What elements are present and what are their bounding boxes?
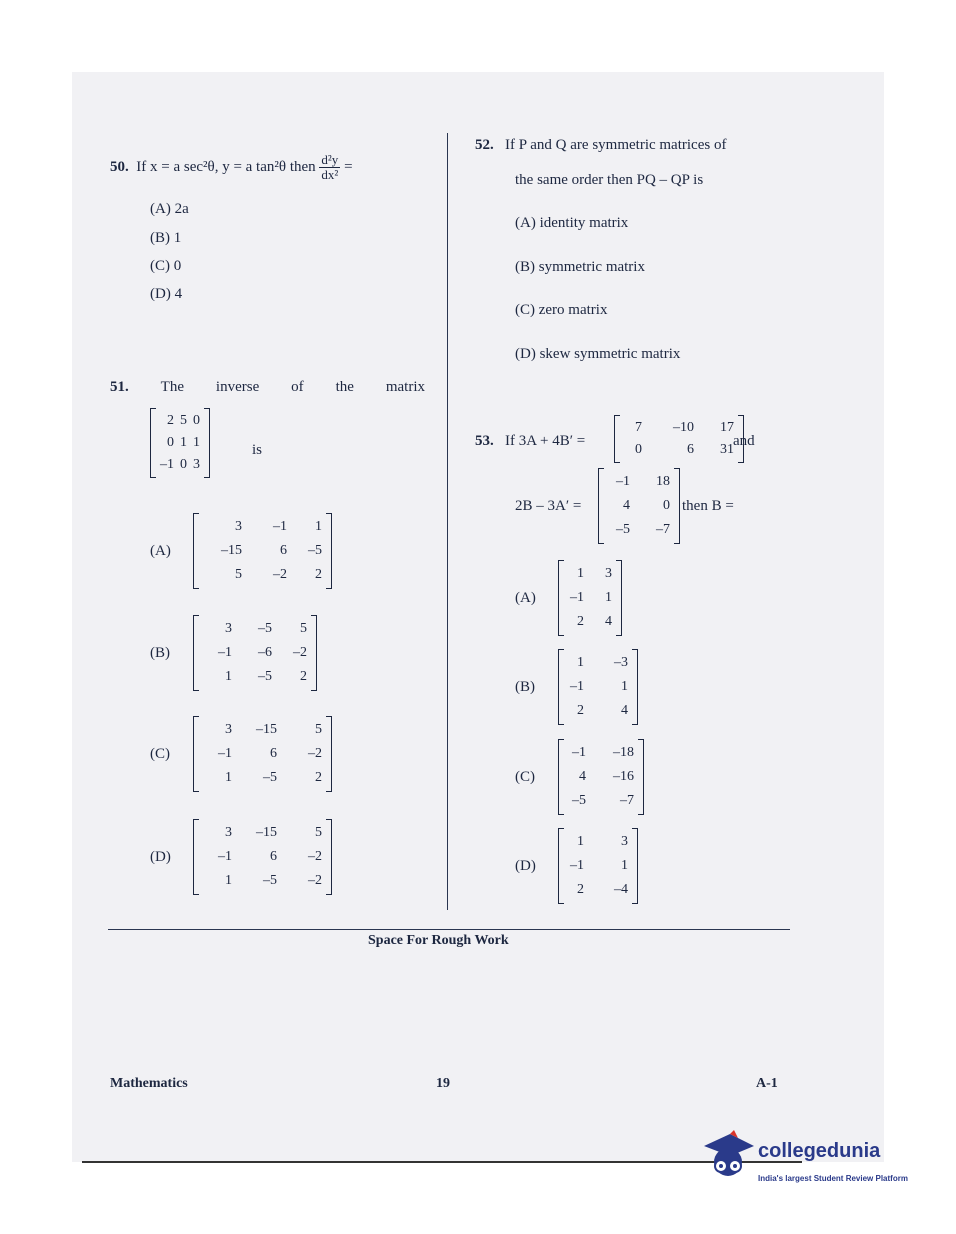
matrix-cell: –1 [218, 746, 232, 761]
matrix-cell: 1 [577, 834, 584, 849]
matrix-cell: –2 [293, 645, 307, 660]
logo-tagline: India's largest Student Review Platform [758, 1174, 908, 1183]
question-number: 52. [475, 137, 494, 153]
matrix-cell: 4 [605, 614, 612, 629]
matrix-cell: 5 [315, 825, 322, 840]
matrix-cell: –5 [263, 873, 277, 888]
matrix-cell: 6 [270, 849, 277, 864]
page-bottom-line [82, 1161, 802, 1163]
stem-word: matrix [385, 379, 425, 395]
matrix-cell: 18 [656, 474, 670, 489]
matrix-cell: –5 [263, 770, 277, 785]
matrix-cell: 3 [621, 834, 628, 849]
matrix-cell: –15 [221, 543, 242, 558]
question-51-stem [110, 378, 425, 396]
matrix-cell: –5 [308, 543, 322, 558]
derivative-fraction [319, 153, 340, 182]
matrix-cell: –1 [570, 858, 584, 873]
matrix-cell: –10 [673, 420, 694, 435]
matrix-cell: 5 [180, 413, 187, 428]
question-52-stem-line2: the same order then PQ – QP is [515, 172, 704, 188]
option-a: (A) 2a [150, 201, 189, 217]
fraction-numerator: d²y [321, 152, 339, 167]
matrix-cell: 2 [315, 567, 322, 582]
matrix-cell: –15 [256, 722, 277, 737]
matrix-cell: –5 [616, 522, 630, 537]
matrix-cell: –18 [613, 745, 634, 760]
option-c: (C) 0 [150, 258, 182, 274]
matrix-cell: 0 [167, 435, 174, 450]
option-label-d: (D) [515, 858, 536, 874]
option-d: (D) 4 [150, 286, 183, 302]
option-label-b: (B) [515, 679, 535, 695]
matrix-cell: 17 [720, 420, 734, 435]
matrix-cell: –4 [614, 882, 628, 897]
matrix-cell: 6 [280, 543, 287, 558]
stem-word: inverse [215, 379, 260, 395]
footer-page-number: 19 [436, 1076, 450, 1091]
matrix-cell: 4 [579, 769, 586, 784]
matrix-cell: –6 [258, 645, 272, 660]
question-text: If P and Q are symmetric matrices of [505, 137, 727, 153]
stem-word: The [160, 379, 184, 395]
stem-word: the [335, 379, 354, 395]
option-label-d: (D) [150, 849, 171, 865]
matrix-cell: 6 [687, 442, 694, 457]
mascot-icon [700, 1128, 756, 1188]
question-matrix [150, 408, 210, 478]
question-number: 53. [475, 433, 494, 449]
question-number: 51. [110, 379, 129, 395]
matrix-cell: 3 [225, 825, 232, 840]
matrix-cell: 1 [193, 435, 200, 450]
equation-2-lhs: 2B – 3A′ = [515, 498, 582, 514]
matrix-cell: 5 [300, 621, 307, 636]
matrix-cell: –1 [218, 645, 232, 660]
matrix-cell: –5 [572, 793, 586, 808]
option-b-matrix [193, 615, 317, 691]
matrix-cell: 3 [225, 722, 232, 737]
equation-1-lhs: If 3A + 4B′ = [505, 433, 586, 449]
matrix-cell: –1 [273, 519, 287, 534]
question-50-stem [110, 153, 353, 182]
matrix-cell: –5 [258, 669, 272, 684]
matrix-cell: 0 [635, 442, 642, 457]
option-c: (C) zero matrix [515, 302, 608, 318]
matrix-cell: –1 [218, 849, 232, 864]
matrix-cell: 3 [605, 566, 612, 581]
matrix-cell: –7 [656, 522, 670, 537]
matrix-cell: –1 [616, 474, 630, 489]
equation-1-matrix [614, 415, 744, 463]
matrix-cell: 1 [621, 858, 628, 873]
matrix-cell: 5 [315, 722, 322, 737]
option-c-matrix [193, 716, 332, 792]
matrix-cell: 1 [225, 770, 232, 785]
question-number: 50. [110, 158, 129, 175]
matrix-cell: –15 [256, 825, 277, 840]
matrix-cell: –1 [160, 457, 174, 472]
matrix-cell: –2 [308, 849, 322, 864]
rough-work-rule [108, 929, 790, 930]
matrix-cell: 2 [167, 413, 174, 428]
matrix-cell: 6 [270, 746, 277, 761]
option-b: (B) 1 [150, 230, 182, 246]
matrix-cell: –5 [258, 621, 272, 636]
question-52-stem [475, 136, 726, 154]
question-53-stem [475, 432, 585, 450]
rough-work-label: Space For Rough Work [368, 933, 509, 948]
matrix-cell: 1 [180, 435, 187, 450]
matrix-cell: 2 [577, 882, 584, 897]
matrix-cell: 2 [300, 669, 307, 684]
option-a: (A) identity matrix [515, 215, 629, 231]
matrix-cell: 4 [623, 498, 630, 513]
matrix-cell: 1 [605, 590, 612, 605]
equals-sign: = [344, 158, 353, 175]
option-b-matrix [558, 649, 638, 725]
matrix-cell: 3 [193, 457, 200, 472]
equation-2-matrix [598, 468, 680, 544]
stem-word: of [291, 379, 304, 395]
footer-paper-code: A-1 [756, 1076, 778, 1091]
matrix-cell: 3 [225, 621, 232, 636]
option-label-a: (A) [150, 543, 171, 559]
question-text: If x = a sec²θ, y = a tan²θ then [136, 158, 316, 175]
option-label-c: (C) [150, 746, 170, 762]
matrix-cell: 0 [193, 413, 200, 428]
collegedunia-logo [700, 1128, 930, 1188]
logo-wordmark: collegedunia [758, 1140, 881, 1162]
fraction-denominator: dx² [321, 167, 339, 182]
option-a-matrix [193, 513, 332, 589]
matrix-cell: 0 [180, 457, 187, 472]
matrix-cell: –2 [308, 746, 322, 761]
and-text: and [733, 433, 755, 449]
matrix-cell: 4 [621, 703, 628, 718]
option-d-matrix [193, 819, 332, 895]
matrix-cell: 1 [577, 655, 584, 670]
matrix-cell: –3 [614, 655, 628, 670]
matrix-cell: –1 [570, 679, 584, 694]
matrix-cell: 2 [577, 614, 584, 629]
matrix-cell: 1 [225, 873, 232, 888]
matrix-cell: 0 [663, 498, 670, 513]
option-a-matrix [558, 560, 622, 636]
matrix-cell: –2 [273, 567, 287, 582]
option-label-c: (C) [515, 769, 535, 785]
matrix-cell: 3 [235, 519, 242, 534]
is-text: is [252, 442, 263, 458]
column-divider [447, 133, 448, 910]
matrix-cell: –16 [613, 769, 634, 784]
option-label-b: (B) [150, 645, 170, 661]
matrix-cell: –2 [308, 873, 322, 888]
option-label-a: (A) [515, 590, 536, 606]
matrix-cell: 5 [235, 567, 242, 582]
matrix-cell: –1 [570, 590, 584, 605]
footer-subject: Mathematics [110, 1076, 188, 1091]
option-b: (B) symmetric matrix [515, 259, 645, 275]
matrix-cell: –1 [572, 745, 586, 760]
matrix-cell: 2 [577, 703, 584, 718]
matrix-cell: 1 [225, 669, 232, 684]
then-b-text: then B = [682, 498, 734, 514]
matrix-cell: 2 [315, 770, 322, 785]
matrix-cell: 31 [720, 442, 734, 457]
matrix-cell: 1 [577, 566, 584, 581]
matrix-cell: 1 [315, 519, 322, 534]
matrix-cell: 1 [621, 679, 628, 694]
matrix-cell: –7 [620, 793, 634, 808]
option-d: (D) skew symmetric matrix [515, 346, 681, 362]
option-d-matrix [558, 828, 638, 904]
matrix-cell: 7 [635, 420, 642, 435]
option-c-matrix [558, 739, 644, 815]
